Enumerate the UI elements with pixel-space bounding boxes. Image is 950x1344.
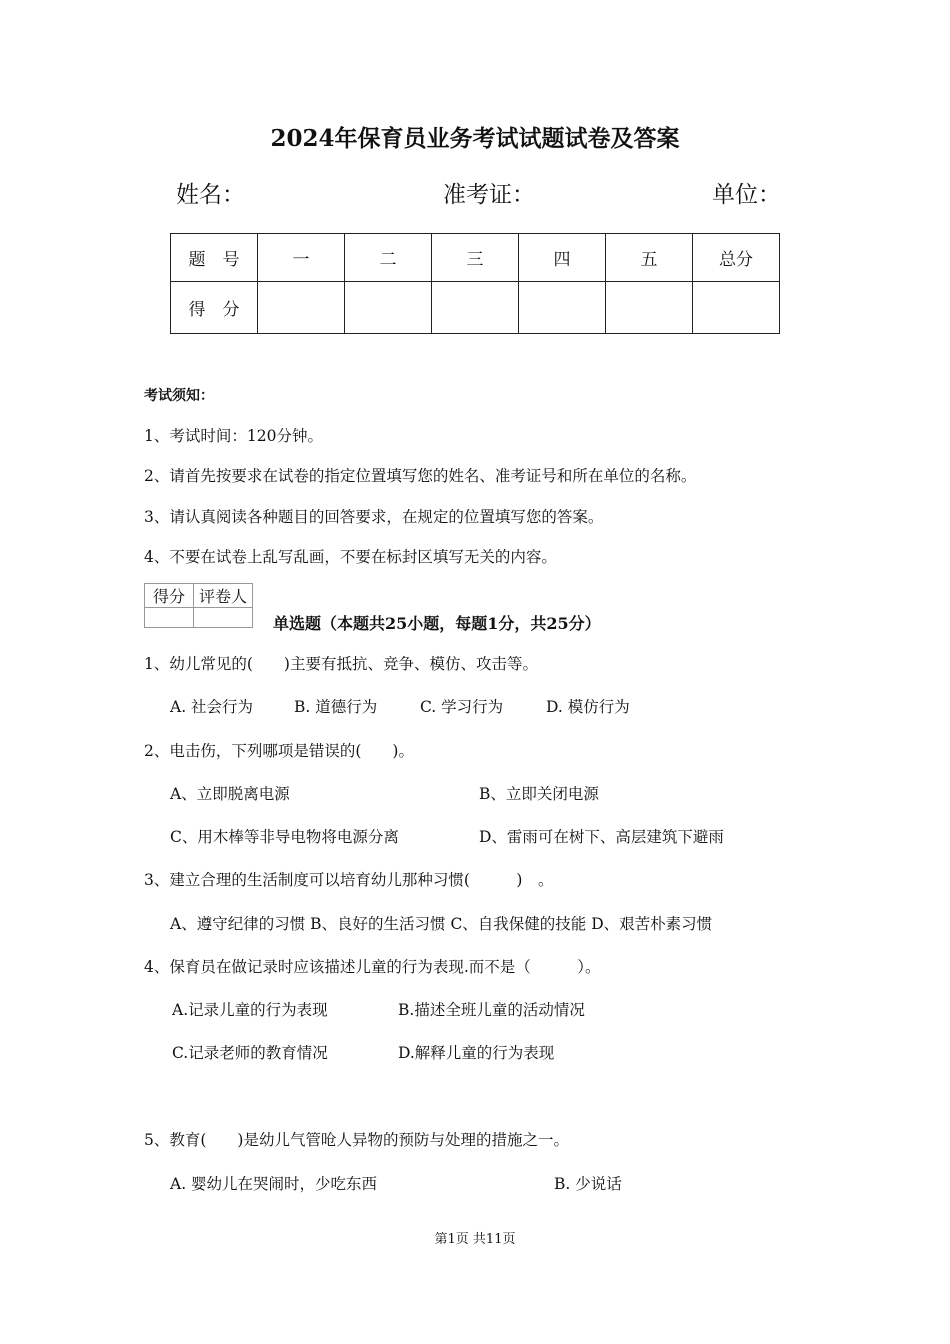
score-table	[170, 233, 780, 334]
notice-item: 4、不要在试卷上乱写乱画，不要在标封区填写无关的内容。	[144, 548, 557, 566]
score-table-header-cell: 四	[519, 234, 606, 282]
notice-item: 2、请首先按要求在试卷的指定位置填写您的姓名、准考证号和所在单位的名称。	[144, 467, 697, 485]
question-option: C、用木棒等非导电物将电源分离	[170, 828, 399, 846]
score-cell[interactable]	[606, 282, 693, 334]
question-option: B、立即关闭电源	[479, 785, 599, 803]
question-option: A、遵守纪律的习惯 B、良好的生活习惯 C、自我保健的技能 D、艰苦朴素习惯	[170, 915, 713, 933]
question-option: D.解释儿童的行为表现	[398, 1044, 555, 1062]
question-option: C.记录老师的教育情况	[172, 1044, 328, 1062]
score-cell[interactable]	[519, 282, 606, 334]
question-stem: 3、建立合理的生活制度可以培育幼儿那种习惯( ) 。	[144, 871, 554, 889]
unit-field-label: 单位：	[712, 182, 781, 208]
page-footer: 第1页 共11页	[434, 1232, 516, 1247]
question-option: A. 社会行为	[170, 698, 254, 716]
score-cell[interactable]	[432, 282, 519, 334]
score-table-row-label: 得 分	[171, 282, 258, 334]
score-table-header-cell: 总分	[693, 234, 780, 282]
question-stem: 4、保育员在做记录时应该描述儿童的行为表现.而不是（ ）。	[144, 958, 601, 976]
grader-box-grader-cell[interactable]	[194, 608, 253, 628]
question-option: A.记录儿童的行为表现	[172, 1001, 328, 1019]
score-table-header-cell: 一	[258, 234, 345, 282]
score-cell[interactable]	[345, 282, 432, 334]
question-option: B.描述全班儿童的活动情况	[398, 1001, 585, 1019]
question-option: A、立即脱离电源	[170, 785, 290, 803]
notice-item: 1、考试时间：120分钟。	[144, 427, 323, 445]
question-option: D、雷雨可在树下、高层建筑下避雨	[479, 828, 724, 846]
question-stem: 5、教育( )是幼儿气管呛人异物的预防与处理的措施之一。	[144, 1131, 569, 1149]
question-option: C. 学习行为	[420, 698, 504, 716]
question-option: D. 模仿行为	[546, 698, 630, 716]
score-cell[interactable]	[258, 282, 345, 334]
page-title: 2024年保育员业务考试试题试卷及答案	[270, 125, 680, 152]
question-option: A. 婴幼儿在哭闹时，少吃东西	[170, 1175, 378, 1193]
grader-box-score-cell[interactable]	[145, 608, 194, 628]
notice-heading: 考试须知：	[144, 388, 214, 404]
exam-id-field-label: 准考证：	[443, 182, 535, 208]
notice-item: 3、请认真阅读各种题目的回答要求，在规定的位置填写您的答案。	[144, 508, 604, 526]
grader-box-grader-label: 评卷人	[194, 584, 253, 608]
score-table-header-cell: 题 号	[171, 234, 258, 282]
score-table-header-cell: 五	[606, 234, 693, 282]
question-option: B. 道德行为	[294, 698, 378, 716]
name-field-label: 姓名：	[176, 182, 245, 208]
question-option: B. 少说话	[554, 1175, 622, 1193]
section-title: 单选题（本题共25小题，每题1分，共25分）	[273, 614, 601, 633]
question-stem: 1、幼儿常见的( )主要有抵抗、竞争、模仿、攻击等。	[144, 655, 538, 673]
score-table-header-row	[171, 234, 780, 282]
score-table-header-cell: 三	[432, 234, 519, 282]
grader-box-score-label: 得分	[145, 584, 194, 608]
score-table-header-cell: 二	[345, 234, 432, 282]
question-stem: 2、电击伤，下列哪项是错误的( )。	[144, 742, 414, 760]
score-cell[interactable]	[693, 282, 780, 334]
grader-box	[144, 583, 253, 628]
score-table-score-row	[171, 282, 780, 334]
